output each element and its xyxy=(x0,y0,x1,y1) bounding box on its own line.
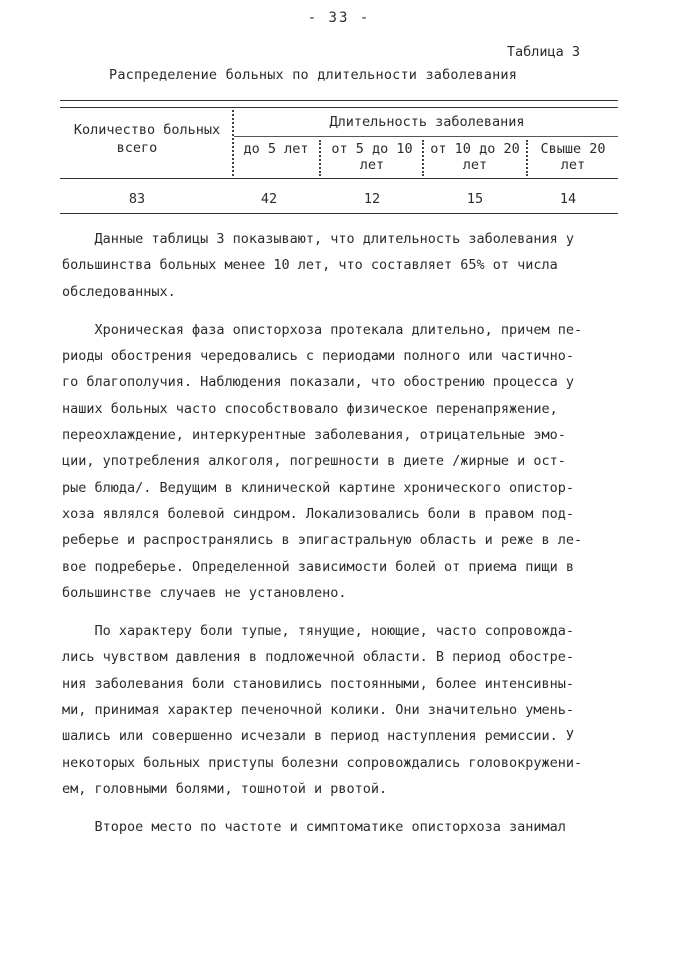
column-header: от 10 до 20 xyxy=(430,141,520,157)
text-line: Второе место по частоте и симптоматике описторхоза занимал xyxy=(62,819,566,836)
column-header-line2: лет xyxy=(462,157,488,173)
count-header-line1: Количество больных xyxy=(73,122,221,138)
table-top-rule-inner xyxy=(60,107,618,108)
table-cell: 14 xyxy=(559,191,577,207)
duration-header: Длительность заболевания xyxy=(329,114,525,130)
text-line: рые блюда/. Ведущим в клинической картине хронического опистор- xyxy=(62,479,575,496)
header-subrule xyxy=(234,136,618,137)
text-line: хоза являлся болевой синдром. Локализовались боли в правом под- xyxy=(62,505,575,522)
text-line: ем, головными болями, тошнотой и рвотой. xyxy=(62,780,388,797)
text-line: лись чувством давления в подложечной области. В период обостре- xyxy=(62,649,575,666)
text-line: риоды обострения чередовались с периодами полного или частично- xyxy=(62,348,575,365)
body-text xyxy=(62,226,622,841)
column-header-line2: лет xyxy=(359,157,385,173)
text-line: наших больных часто способствовало физическое перенапряжение, xyxy=(62,400,558,417)
header-bottom-rule xyxy=(60,178,618,179)
text-line: ния заболевания боли становились постоянными, более интенсивны- xyxy=(62,675,575,692)
column-header: до 5 лет xyxy=(243,141,309,157)
column-header-line2: лет xyxy=(560,157,586,173)
table-top-rule xyxy=(60,100,618,101)
table-bottom-rule xyxy=(60,213,618,214)
text-line: шались или совершенно исчезали в период наступления ремиссии. У xyxy=(62,728,575,745)
table-label: Таблица 3 xyxy=(506,44,580,60)
text-line: Хроническая фаза описторхоза протекала длительно, причем пе- xyxy=(62,321,583,338)
count-header-line2: всего xyxy=(116,140,158,156)
text-line: Данные таблицы 3 показывают, что длительность заболевания у xyxy=(62,231,575,247)
text-line: большинства больных менее 10 лет, что составляет 65% от числа xyxy=(62,257,558,274)
text-line: ции, употребления алкоголя, погрешности в диете /жирные и ост- xyxy=(62,453,566,470)
page-number: - 33 - xyxy=(307,10,371,26)
text-line: большинстве случаев не установлено. xyxy=(62,584,347,601)
table-cell: 12 xyxy=(363,191,381,207)
column-separator xyxy=(319,140,321,176)
text-line: ми, принимая характер печеночной колики. Они значительно умень- xyxy=(62,702,575,719)
table-title: Распределение больных по длительности заболевания xyxy=(109,67,518,83)
text-line: По характеру боли тупые, тянущие, ноющие, часто сопровожда- xyxy=(62,623,575,640)
text-line: переохлаждение, интеркурентные заболевания, отрицательные эмо- xyxy=(62,427,566,444)
text-line: обследованных. xyxy=(62,283,176,300)
text-line: го благополучия. Наблюдения показали, что обострению процесса у xyxy=(62,374,575,391)
table-cell: 42 xyxy=(260,191,278,207)
column-header: Свыше 20 xyxy=(540,141,606,157)
text-line: реберье и распространялись в эпигастральную область и реже в ле- xyxy=(62,532,583,549)
column-header: от 5 до 10 xyxy=(331,141,413,157)
text-line: вое подреберье. Определенной зависимости болей от приема пищи в xyxy=(62,558,575,575)
table-cell: 15 xyxy=(466,191,484,207)
text-line: некоторых больных приступы болезни сопровождались головокружени- xyxy=(62,754,583,771)
table-cell-total: 83 xyxy=(128,191,146,207)
